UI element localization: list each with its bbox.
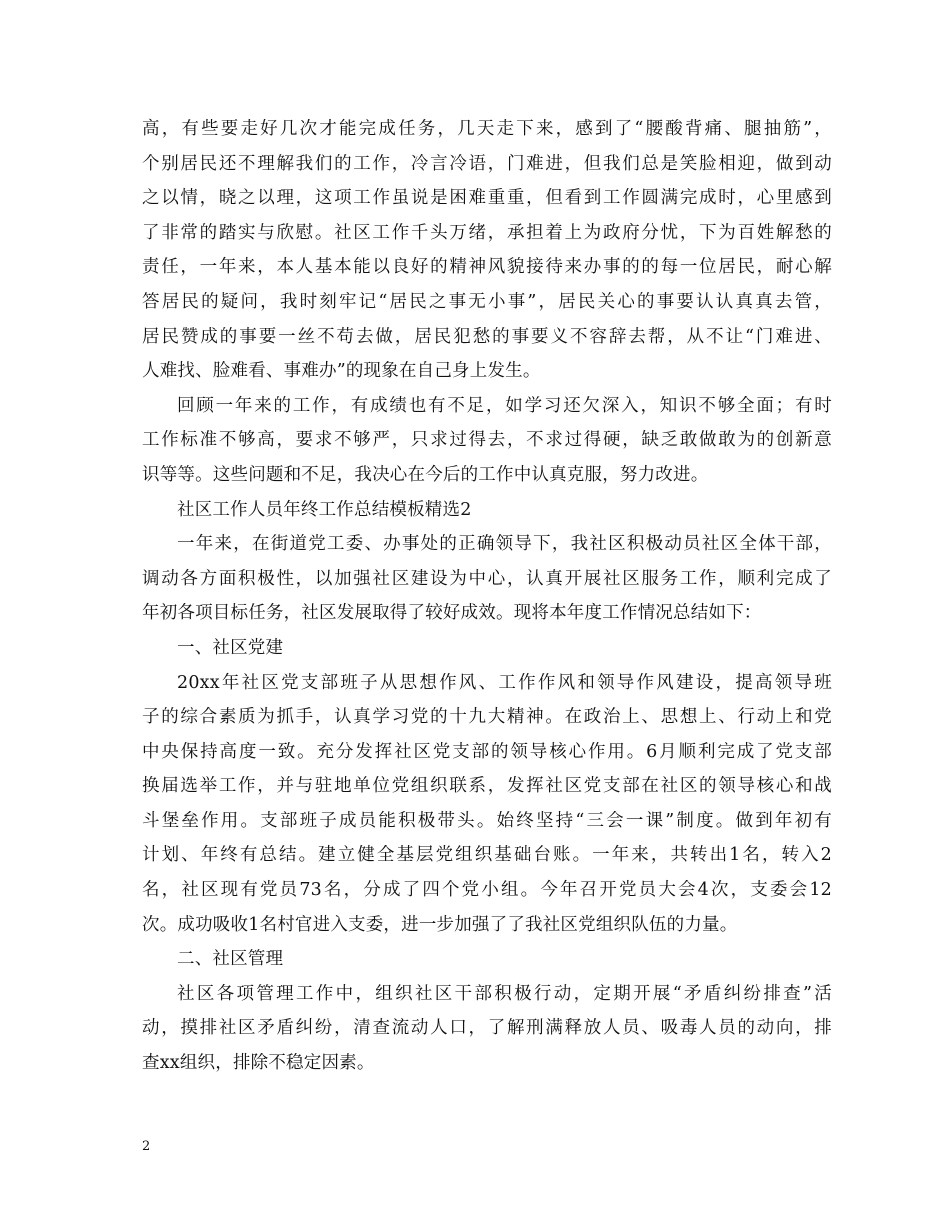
- paragraph-start: 一年来，在街道党工委、办事处的正确领导下，我社区积极动员社区全体干部，: [177, 534, 832, 555]
- text-line: 人难找、脸难看、事难办”的现象在自己身上发生。: [142, 361, 541, 382]
- text-line: 计划、年终有总结。建立健全基层党组织基础台账。一年来，共转出1名，转入2: [142, 845, 832, 866]
- text-line: 个别居民还不理解我们的工作，冷言冷语，门难进，但我们总是笑脸相迎，做到动: [142, 153, 832, 174]
- document-body: [142, 112, 832, 1081]
- text-line: 斗堡垒作用。支部班子成员能积极带头。始终坚持“三会一课”制度。做到年初有: [142, 810, 832, 831]
- text-line: 居民赞成的事要一丝不苟去做，居民犯愁的事要义不容辞去帮，从不让“门难进、: [142, 326, 832, 347]
- page-number: 2: [142, 1139, 151, 1154]
- text-line: 年初各项目标任务，社区发展取得了较好成效。现将本年度工作情况总结如下：: [142, 603, 762, 624]
- paragraph-start: 20xx年社区党支部班子从思想作风、工作作风和领导作风建设，提高领导班: [177, 672, 832, 693]
- text-line: 调动各方面积极性，以加强社区建设为中心，认真开展社区服务工作，顺利完成了: [142, 568, 832, 589]
- paragraph-start: 社区各项管理工作中，组织社区干部积极行动，定期开展“矛盾纠纷排查”活: [177, 983, 832, 1004]
- section-heading: 一、社区党建: [177, 637, 284, 658]
- text-line: 责任，一年来，本人基本能以良好的精神风貌接待来办事的的每一位居民，耐心解: [142, 257, 832, 278]
- section-heading: 二、社区管理: [177, 949, 284, 970]
- text-line: 次。成功吸收1名村官进入支委，进一步加强了了我社区党组织队伍的力量。: [142, 914, 738, 935]
- text-line: 答居民的疑问，我时刻牢记“居民之事无小事”，居民关心的事要认认真真去管，: [142, 291, 832, 312]
- text-line: 子的综合素质为抓手，认真学习党的十九大精神。在政治上、思想上、行动上和党: [142, 707, 832, 728]
- text-line: 名，社区现有党员73名，分成了四个党小组。今年召开党员大会4次，支委会12: [142, 880, 832, 901]
- text-line: 动，摸排社区矛盾纠纷，清查流动人口，了解刑满释放人员、吸毒人员的动向，排: [142, 1018, 832, 1039]
- text-line: 之以情，晓之以理，这项工作虽说是困难重重，但看到工作圆满完成时，心里感到: [142, 188, 832, 209]
- text-line: 高，有些要走好几次才能完成任务，几天走下来，感到了“腰酸背痛、腿抽筋”，: [142, 119, 832, 139]
- text-line: 识等等。这些问题和不足，我决心在今后的工作中认真克服，努力改进。: [142, 464, 709, 485]
- text-line: 了非常的踏实与欣慰。社区工作千头万绪，承担着上为政府分忧，下为百姓解愁的: [142, 222, 832, 243]
- text-line: 工作标准不够高，要求不够严，只求过得去，不求过得硬，缺乏敢做敢为的创新意: [142, 430, 832, 451]
- text-line: 中央保持高度一致。充分发挥社区党支部的领导核心作用。6月顺利完成了党支部: [142, 741, 832, 762]
- text-line: 查xx组织，排除不稳定因素。: [142, 1053, 375, 1074]
- text-line: 换届选举工作，并与驻地单位党组织联系，发挥社区党支部在社区的领导核心和战: [142, 776, 832, 797]
- paragraph-start: 回顾一年来的工作，有成绩也有不足，如学习还欠深入，知识不够全面；有时: [177, 395, 832, 416]
- section-title: 社区工作人员年终工作总结模板精选2: [177, 499, 472, 520]
